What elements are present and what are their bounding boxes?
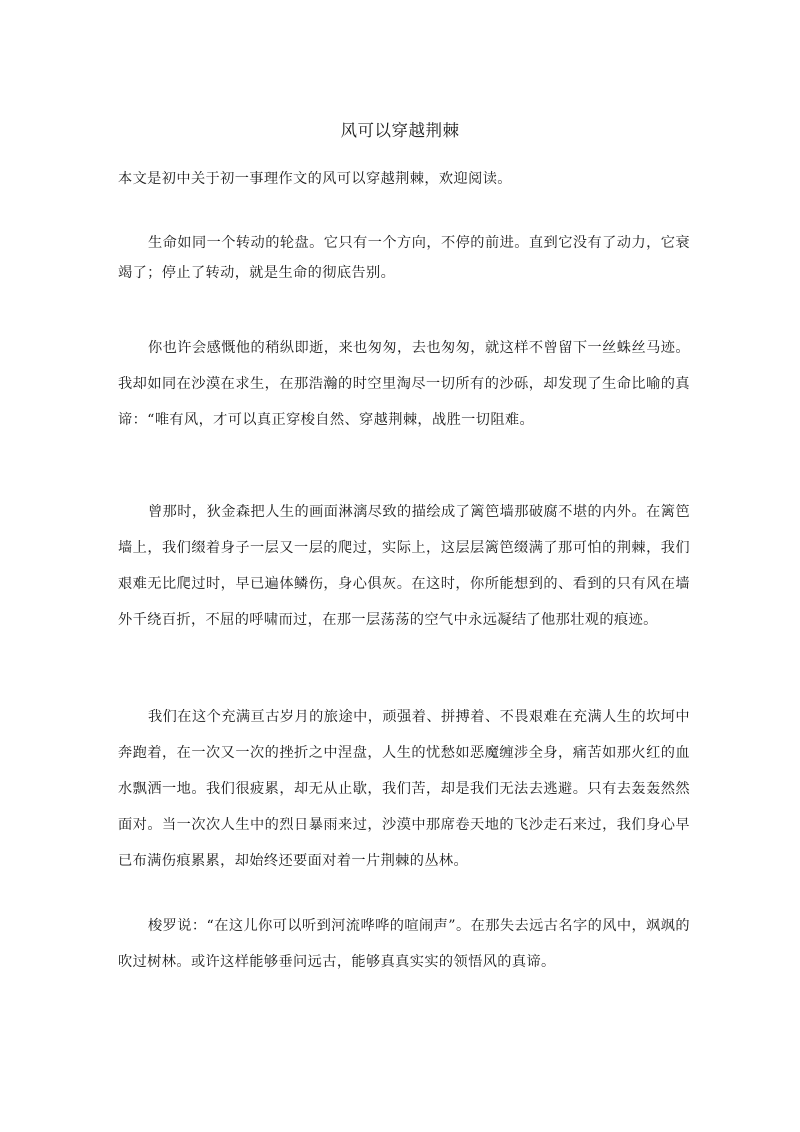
body-paragraph-1: 生命如同一个转动的轮盘。它只有一个方向，不停的前进。直到它没有了动力，它衰竭了；停止了转动，就是生命的彻底告别。 bbox=[118, 235, 690, 281]
body-paragraph-2: 你也许会感慨他的稍纵即逝，来也匆匆，去也匆匆，就这样不曾留下一丝蛛丝马迹。我却如同在沙漠在求生，在那浩瀚的时空里淘尽一切所有的沙砾，却发现了生命比喻的真谛：“唯有风，才可以真正穿梭自然、穿越荆棘，战胜一切阻难。 bbox=[118, 340, 690, 428]
body-paragraph-4: 我们在这个充满亘古岁月的旅途中，顽强着、拼搏着、不畏艰难在充满人生的坎坷中奔跑着，在一次又一次的挫折之中涅盘，人生的忧愁如恶魔缠涉全身，痛苦如那火红的血水飘洒一地。我们很疲累，却无从止歇，我们苦，却是我们无法去逃避。只有去轰轰然然面对。当一次次人生中的烈日暴雨来过，沙漠中那席卷天地的飞沙走石来过，我们身心早已布满伤痕累累，却始终还要面对着一片荆棘的丛林。 bbox=[118, 709, 690, 869]
body-paragraph-3: 曾那时，狄金森把人生的画面淋漓尽致的描绘成了篱笆墙那破腐不堪的内外。在篱笆墙上，我们缀着身子一层又一层的爬过，实际上，这层层篱笆缀满了那可怕的荆棘，我们艰难无比爬过时，早已遍体鳞伤，身心俱灰。在这时，你所能想到的、看到的只有风在墙外千绕百折，不屈的呼啸而过，在那一层荡荡的空气中永远凝结了他那壮观的痕迹。 bbox=[118, 504, 690, 628]
document-title: 风可以穿越荆棘 bbox=[340, 121, 460, 140]
body-paragraph-5: 梭罗说：“在这儿你可以听到河流哗哗的喧闹声”。在那失去远古名字的风中，飒飒的吹过树林。或许这样能够垂问远古，能够真真实实的领悟风的真谛。 bbox=[118, 918, 690, 970]
intro-paragraph: 本文是初中关于初一事理作文的风可以穿越荆棘，欢迎阅读。 bbox=[118, 171, 512, 187]
